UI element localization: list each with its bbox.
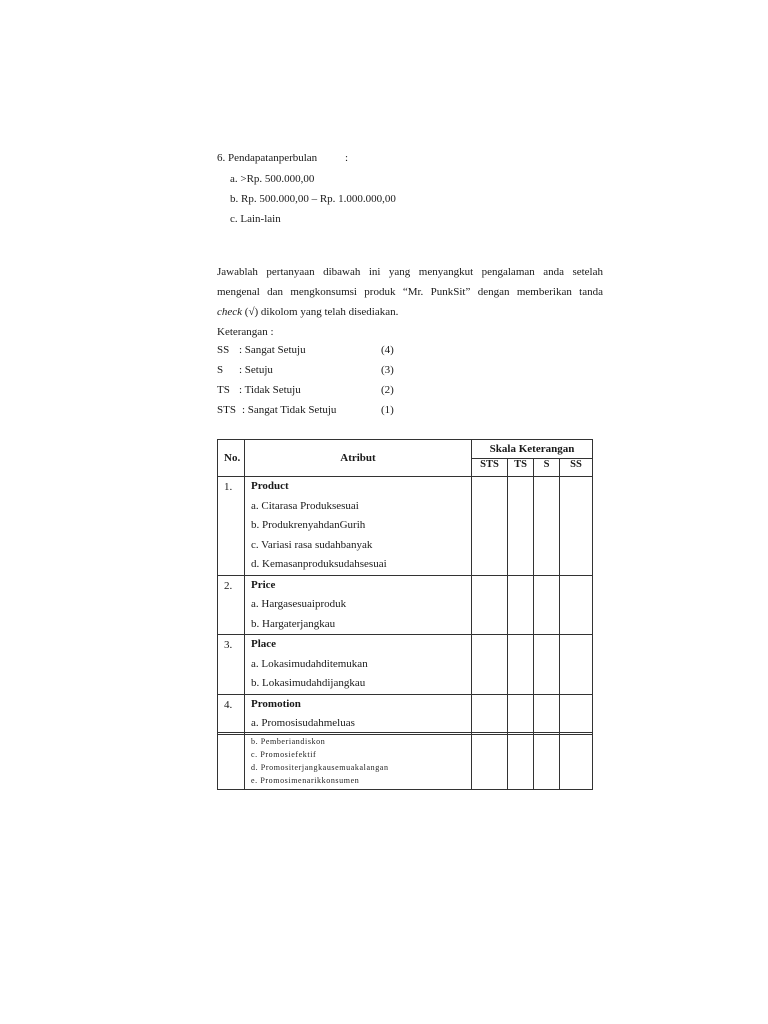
row-number-empty (218, 734, 245, 790)
header-sts: STS (472, 459, 508, 477)
category-label: Product (251, 480, 289, 492)
check-cell-sts[interactable] (472, 477, 508, 576)
legend-desc: : Sangat Tidak Setuju (242, 404, 337, 416)
questionnaire-continuation-table (217, 732, 593, 790)
check-cell-ts[interactable] (508, 575, 534, 635)
check-cell-sts[interactable] (472, 694, 508, 734)
check-cell-ts[interactable] (508, 477, 534, 576)
attribute-item: d. Kemasanproduksudahsesuai (251, 558, 387, 570)
check-cell-s[interactable] (534, 734, 560, 790)
instructions-line-3 (217, 302, 603, 322)
header-s: S (534, 459, 560, 477)
legend-desc: : Setuju (239, 364, 273, 376)
attribute-item: e. Promosimenarikkonsumen (251, 776, 360, 785)
instructions-line-2: mengenal dan mengkonsumsi produk “Mr. PunkSit” dengan memberikan tanda (217, 286, 603, 298)
row-number: 2. (218, 575, 245, 635)
attribute-item: a. Promosisudahmeluas (251, 717, 355, 729)
attribute-cell (245, 694, 472, 734)
check-cell-sts[interactable] (472, 734, 508, 790)
question-6-option-c: c. Lain-lain (230, 213, 281, 225)
legend-code: STS (217, 404, 236, 416)
question-6-option-a: a. >Rp. 500.000,00 (230, 173, 315, 185)
check-cell-ts[interactable] (508, 635, 534, 695)
check-cell-sts[interactable] (472, 575, 508, 635)
question-6-option-b: b. Rp. 500.000,00 – Rp. 1.000.000,00 (230, 193, 396, 205)
header-ts: TS (508, 459, 534, 477)
check-cell-s[interactable] (534, 635, 560, 695)
attribute-item: a. Hargasesuaiproduk (251, 598, 347, 610)
attribute-cell (245, 635, 472, 695)
check-cell-s[interactable] (534, 694, 560, 734)
check-word: check (217, 306, 243, 318)
row-number: 3. (218, 635, 245, 695)
check-symbol: (√) (244, 306, 259, 318)
header-ss: SS (560, 459, 593, 477)
table-row-place (218, 635, 593, 695)
attribute-cell (245, 477, 472, 576)
attribute-cell (245, 575, 472, 635)
attribute-cell (245, 734, 472, 790)
attribute-item: a. Lokasimudahditemukan (251, 657, 368, 670)
attribute-item: a. Citarasa Produksesuai (251, 499, 359, 512)
table-row-product (218, 477, 593, 576)
questionnaire-table (217, 439, 593, 735)
header-scale: Skala Keterangan (472, 440, 593, 459)
check-cell-s[interactable] (534, 477, 560, 576)
legend-desc: : Tidak Setuju (239, 384, 301, 396)
category-label: Promotion (251, 697, 301, 710)
check-cell-ts[interactable] (508, 734, 534, 790)
category-label: Price (251, 578, 276, 591)
legend-desc: : Sangat Setuju (239, 344, 306, 356)
legend-score: (4) (381, 344, 394, 356)
legend-code: S (217, 364, 224, 376)
legend-code: SS (217, 344, 230, 356)
legend-score: (1) (381, 404, 394, 416)
check-cell-ss[interactable] (560, 635, 593, 695)
check-cell-sts[interactable] (472, 635, 508, 695)
table-row-price (218, 575, 593, 635)
instructions-paragraph (217, 262, 603, 342)
check-cell-ss[interactable] (560, 734, 593, 790)
instructions-line-3-text: dikolom yang telah disediakan. (260, 306, 399, 318)
attribute-item: b. Lokasimudahdijangkau (251, 677, 366, 689)
attribute-item: b. Hargaterjangkau (251, 617, 336, 630)
legend-score: (2) (381, 384, 394, 396)
table-row-promotion-continued (218, 734, 593, 790)
check-cell-ss[interactable] (560, 477, 593, 576)
attribute-item: b. Pemberiandiskon (251, 737, 326, 746)
header-no: No. (218, 440, 245, 477)
attribute-item: c. Variasi rasa sudahbanyak (251, 538, 373, 551)
attribute-item: d. Promositerjangkausemuakalangan (251, 763, 389, 772)
keterangan-label: Keterangan : (217, 326, 274, 338)
category-label: Place (251, 638, 277, 650)
table-row-promotion (218, 694, 593, 734)
row-number: 1. (218, 477, 245, 576)
legend-score: (3) (381, 364, 394, 376)
row-number: 4. (218, 694, 245, 734)
question-6-title: 6. Pendapatanperbulan (217, 152, 318, 164)
attribute-item: b. ProdukrenyahdanGurih (251, 519, 366, 531)
header-attribute: Atribut (245, 440, 472, 477)
check-cell-ss[interactable] (560, 694, 593, 734)
legend-code: TS (217, 384, 230, 396)
instructions-line-1: Jawablah pertanyaan dibawah ini yang menyangkut pengalaman anda setelah (217, 266, 603, 278)
question-6-colon: : (345, 152, 349, 164)
check-cell-ss[interactable] (560, 575, 593, 635)
attribute-item: c. Promosiefektif (251, 750, 317, 759)
check-cell-s[interactable] (534, 575, 560, 635)
check-cell-ts[interactable] (508, 694, 534, 734)
